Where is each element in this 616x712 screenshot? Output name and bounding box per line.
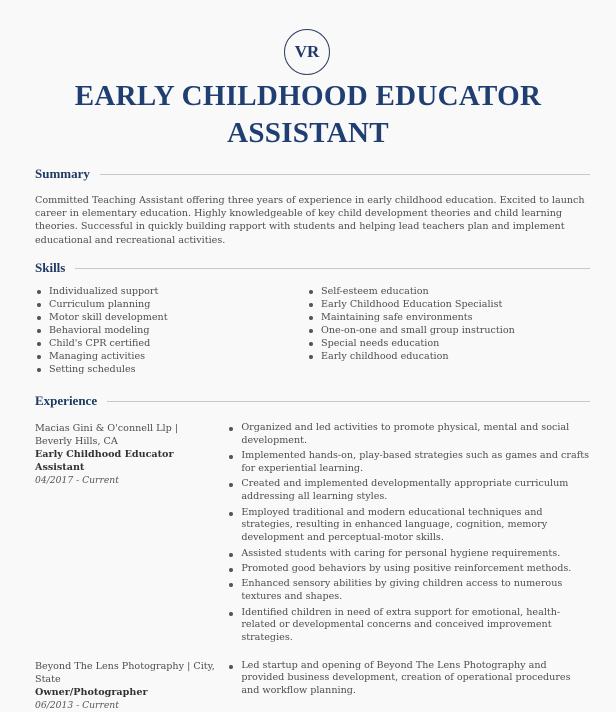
skill-item: Early childhood education [307, 350, 587, 363]
skill-item: Special needs education [307, 337, 587, 350]
skill-item: Individualized support [35, 285, 307, 298]
job-bullet: Assisted students with caring for personal hygiene requirements. [227, 548, 590, 561]
job-bullets [227, 660, 590, 698]
skills-columns [35, 285, 590, 376]
job-role: Owner/Photographer [35, 686, 148, 698]
job-company: Macias Gini & O'connell Llp | Beverly Hills, CA [35, 423, 179, 447]
skills-heading: Skills [35, 260, 66, 275]
resume-title [0, 78, 616, 152]
section-divider [100, 174, 590, 175]
job-bullet: Enhanced sensory abilities by giving children access to numerous textures and shapes. [227, 578, 590, 604]
skill-item: Self-esteem education [307, 285, 587, 298]
skill-item: One-on-one and small group instruction [307, 324, 587, 337]
experience-heading: Experience [35, 393, 98, 408]
experience-heading-row [35, 392, 590, 410]
skill-item: Setting schedules [35, 363, 307, 376]
skill-item: Behavioral modeling [35, 324, 307, 337]
skills-section [35, 259, 590, 376]
skill-item: Maintaining safe environments [307, 311, 587, 324]
summary-text: Committed Teaching Assistant offering three years of experience in early childhood education. Excited to launch career in elementary education. Highly knowledgeable of key child development theories and child learning theories. Successful in quickly building rapport with students and helping lead teachers plan and implement educational and recreational activities. [35, 195, 585, 246]
job-bullet: Promoted good behaviors by using positive reinforcement methods. [227, 563, 590, 576]
summary-heading: Summary [35, 166, 90, 181]
job-dates: 06/2013 - Current [35, 699, 119, 711]
job-entry [35, 660, 590, 712]
skill-item: Managing activities [35, 350, 307, 363]
job-bullet: Created and implemented developmentally appropriate curriculum addressing all learning styles. [227, 478, 590, 504]
job-bullet: Identified children in need of extra support for emotional, health-related or developmental concerns and conceived improvement strategies. [227, 607, 590, 645]
title-line-1: EARLY CHILDHOOD EDUCATOR [74, 80, 542, 112]
skill-item: Motor skill development [35, 311, 307, 324]
job-meta [35, 422, 227, 648]
job-role: Early Childhood Educator Assistant [35, 449, 174, 473]
job-details [227, 660, 590, 712]
job-entry [35, 422, 590, 648]
section-divider [75, 268, 590, 269]
title-line-2: ASSISTANT [227, 117, 389, 149]
skills-list-left [35, 285, 307, 376]
job-bullet: Organized and led activities to promote physical, mental and social development. [227, 422, 590, 448]
experience-section [35, 392, 590, 712]
monogram-badge [284, 29, 330, 75]
job-bullets [227, 422, 590, 645]
summary-section [35, 165, 590, 247]
job-company: Beyond The Lens Photography | City, State [35, 660, 215, 685]
skills-heading-row [35, 259, 590, 277]
job-dates: 04/2017 - Current [35, 475, 119, 486]
skill-item: Child's CPR certified [35, 337, 307, 350]
job-bullet: Implemented hands-on, play-based strategies such as games and crafts for experiential learning. [227, 450, 590, 476]
section-divider [107, 401, 590, 402]
job-meta [35, 660, 227, 712]
skills-list-right [307, 285, 587, 376]
skill-item: Curriculum planning [35, 298, 307, 311]
job-bullet: Employed traditional and modern educational techniques and strategies, resulting in enhanced language, cognition, memory development and perceptual-motor skills. [227, 507, 590, 545]
summary-heading-row [35, 165, 590, 183]
skill-item: Early Childhood Education Specialist [307, 298, 587, 311]
job-bullet: Led startup and opening of Beyond The Lens Photography and provided business development, creation of operational procedures and workflow planning. [227, 660, 590, 698]
job-details [227, 422, 590, 648]
monogram-initials: VR [294, 42, 320, 61]
